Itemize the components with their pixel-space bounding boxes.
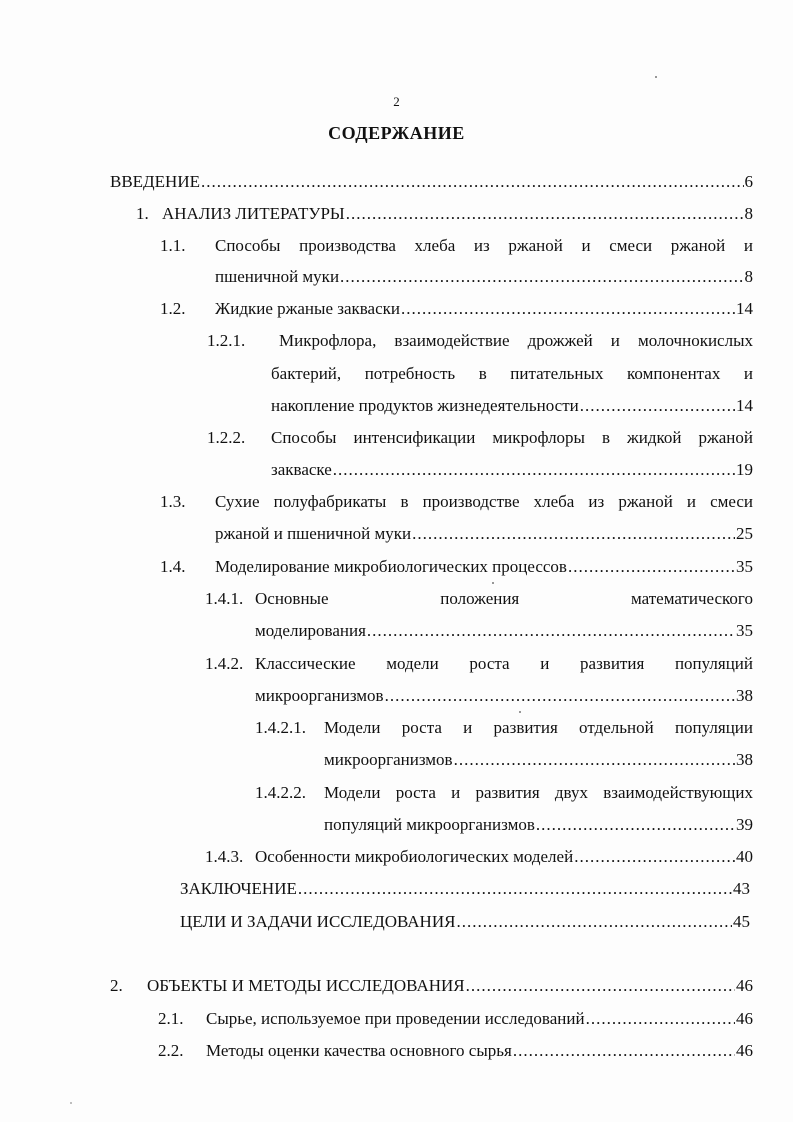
toc-entry-page: 19 — [736, 460, 753, 479]
toc-entry-number: 2.1. — [158, 1009, 184, 1028]
toc-entry-page: 8 — [744, 267, 753, 286]
toc-entry-page: 38 — [736, 686, 753, 705]
toc-leader-dots — [333, 459, 735, 481]
scan-speck — [70, 1102, 72, 1104]
toc-leader-dots — [201, 171, 744, 193]
toc-leader-dots — [298, 878, 732, 900]
toc-entry-number: 1.2.1. — [207, 331, 246, 350]
toc-leader-dots — [586, 1008, 735, 1030]
toc-entry-page: 46 — [736, 1041, 753, 1060]
toc-entry-page: 40 — [736, 847, 753, 866]
toc-entry-number: 1.2.2. — [207, 428, 246, 447]
toc-entry-line — [271, 395, 753, 417]
toc-entry-2[interactable] — [110, 975, 753, 997]
toc-entry-line — [255, 685, 753, 707]
toc-entry-intro[interactable] — [110, 171, 753, 193]
toc-entry-1[interactable] — [136, 203, 753, 225]
toc-entry-goals[interactable] — [180, 911, 750, 933]
toc-entry-line — [207, 330, 753, 352]
toc-entry-page: 35 — [736, 557, 753, 576]
toc-entry-title-cont: накопление продуктов жизнедеятельности — [271, 396, 579, 415]
toc-entry-line — [160, 491, 753, 513]
toc-leader-dots — [466, 975, 735, 997]
page-number: 2 — [393, 94, 400, 109]
toc-leader-dots — [412, 523, 735, 545]
toc-entry-line — [271, 363, 753, 385]
toc-entry-title: Микрофлора, взаимодействие дрожжей и молочнокислых — [279, 331, 753, 350]
toc-entry-page: 14 — [736, 299, 753, 318]
toc-entry-number: 1.4.2. — [205, 654, 244, 673]
toc-entry-number: 1.2. — [160, 299, 186, 318]
toc-entry-line — [255, 717, 753, 739]
toc-entry-line — [255, 782, 753, 804]
toc-entry-title-cont: бактерий, потребность в питательных компонентах и — [271, 364, 753, 383]
scan-speck — [655, 76, 657, 78]
toc-entry-title-cont: микроорганизмов — [324, 750, 453, 769]
toc-entry-title: Жидкие ржаные закваски — [215, 299, 401, 318]
toc-entry-title: Сухие полуфабрикаты в производстве хлеба из ржаной и смеси — [215, 492, 753, 511]
toc-leader-dots — [456, 911, 732, 933]
toc-entry-line — [215, 266, 753, 288]
toc-entry-page: 8 — [744, 204, 753, 223]
toc-entry-number: 1.4.1. — [205, 589, 244, 608]
toc-leader-dots — [340, 266, 743, 288]
toc-entry-2-1[interactable] — [158, 1008, 753, 1030]
toc-entry-number: 1.1. — [160, 236, 186, 255]
toc-leader-dots — [580, 395, 735, 417]
toc-entry-title-cont: пшеничной муки — [215, 267, 340, 286]
toc-entry-title: Способы интенсификации микрофлоры в жидкой ржаной — [271, 428, 753, 447]
toc-leader-dots — [346, 203, 744, 225]
toc-entry-title-cont: закваске — [271, 460, 332, 479]
toc-entry-page: 6 — [744, 172, 753, 191]
toc-entry-page: 46 — [736, 1009, 753, 1028]
toc-entry-page: 25 — [736, 524, 753, 543]
toc-entry-title: ЗАКЛЮЧЕНИЕ — [180, 879, 297, 898]
toc-entry-conclusion[interactable] — [180, 878, 750, 900]
toc-leader-dots — [454, 749, 735, 771]
toc-entry-title: ВВЕДЕНИЕ — [110, 172, 200, 191]
toc-entry-line — [271, 459, 753, 481]
toc-entry-line — [207, 427, 753, 449]
toc-leader-dots — [385, 685, 735, 707]
toc-entry-2-2[interactable] — [158, 1040, 753, 1062]
toc-entry-title: Модели роста и развития двух взаимодействующих — [324, 783, 753, 802]
toc-entry-title: Методы оценки качества основного сырья — [206, 1041, 512, 1060]
toc-entry-number: 1.4.3. — [205, 847, 244, 866]
toc-entry-number: 1.3. — [160, 492, 186, 511]
toc-leader-dots — [536, 814, 735, 836]
toc-leader-dots — [568, 556, 735, 578]
toc-entry-1-4[interactable] — [160, 556, 753, 578]
toc-entry-title: Способы производства хлеба из ржаной и смеси ржаной и — [215, 236, 753, 255]
toc-entry-page: 43 — [733, 879, 750, 898]
toc-entry-number: 1.4.2.1. — [255, 718, 306, 737]
toc-entry-line — [324, 814, 753, 836]
toc-entry-line — [160, 235, 753, 257]
scan-speck — [519, 711, 521, 713]
toc-entry-page: 39 — [736, 815, 753, 834]
toc-leader-dots — [513, 1040, 735, 1062]
toc-entry-page: 38 — [736, 750, 753, 769]
toc-leader-dots — [574, 846, 735, 868]
toc-entry-page: 46 — [736, 976, 753, 995]
toc-leader-dots — [401, 298, 735, 320]
toc-entry-line — [324, 749, 753, 771]
toc-entry-1-4-3[interactable] — [205, 846, 753, 868]
toc-entry-page: 45 — [733, 912, 750, 931]
toc-entry-line — [255, 620, 753, 642]
toc-entry-title: ОБЪЕКТЫ И МЕТОДЫ ИССЛЕДОВАНИЯ — [147, 976, 465, 995]
toc-entry-title: Классические модели роста и развития популяций — [255, 654, 753, 673]
toc-entry-number: 2.2. — [158, 1041, 184, 1060]
toc-entry-number: 1.4. — [160, 557, 186, 576]
toc-entry-title: Основные положения математического — [255, 589, 753, 608]
toc-entry-title: ЦЕЛИ И ЗАДАЧИ ИССЛЕДОВАНИЯ — [180, 912, 456, 931]
toc-entry-page: 14 — [736, 396, 753, 415]
toc-entry-title: АНАЛИЗ ЛИТЕРАТУРЫ — [162, 204, 345, 223]
toc-entry-title: Модели роста и развития отдельной популяции — [324, 718, 753, 737]
toc-entry-title: Особенности микробиологических моделей — [255, 847, 574, 866]
toc-entry-number: 1. — [136, 204, 149, 223]
toc-entry-number: 2. — [110, 976, 123, 995]
page-title: СОДЕРЖАНИЕ — [328, 123, 465, 143]
toc-entry-number: 1.4.2.2. — [255, 783, 306, 802]
toc-entry-title-cont: микроорганизмов — [255, 686, 384, 705]
scan-speck — [492, 582, 494, 584]
toc-entry-title-cont: популяций микроорганизмов — [324, 815, 535, 834]
toc-entry-page: 35 — [736, 621, 753, 640]
toc-entry-1-2[interactable] — [160, 298, 753, 320]
toc-entry-title: Моделирование микробиологических процессов — [215, 557, 567, 576]
toc-entry-line — [205, 588, 753, 610]
toc-entry-title-cont: ржаной и пшеничной муки — [215, 524, 412, 543]
toc-entry-line — [215, 523, 753, 545]
toc-entry-title-cont: моделирования — [255, 621, 366, 640]
toc-entry-line — [205, 653, 753, 675]
toc-leader-dots — [367, 620, 735, 642]
toc-entry-title: Сырье, используемое при проведении исследований — [206, 1009, 585, 1028]
